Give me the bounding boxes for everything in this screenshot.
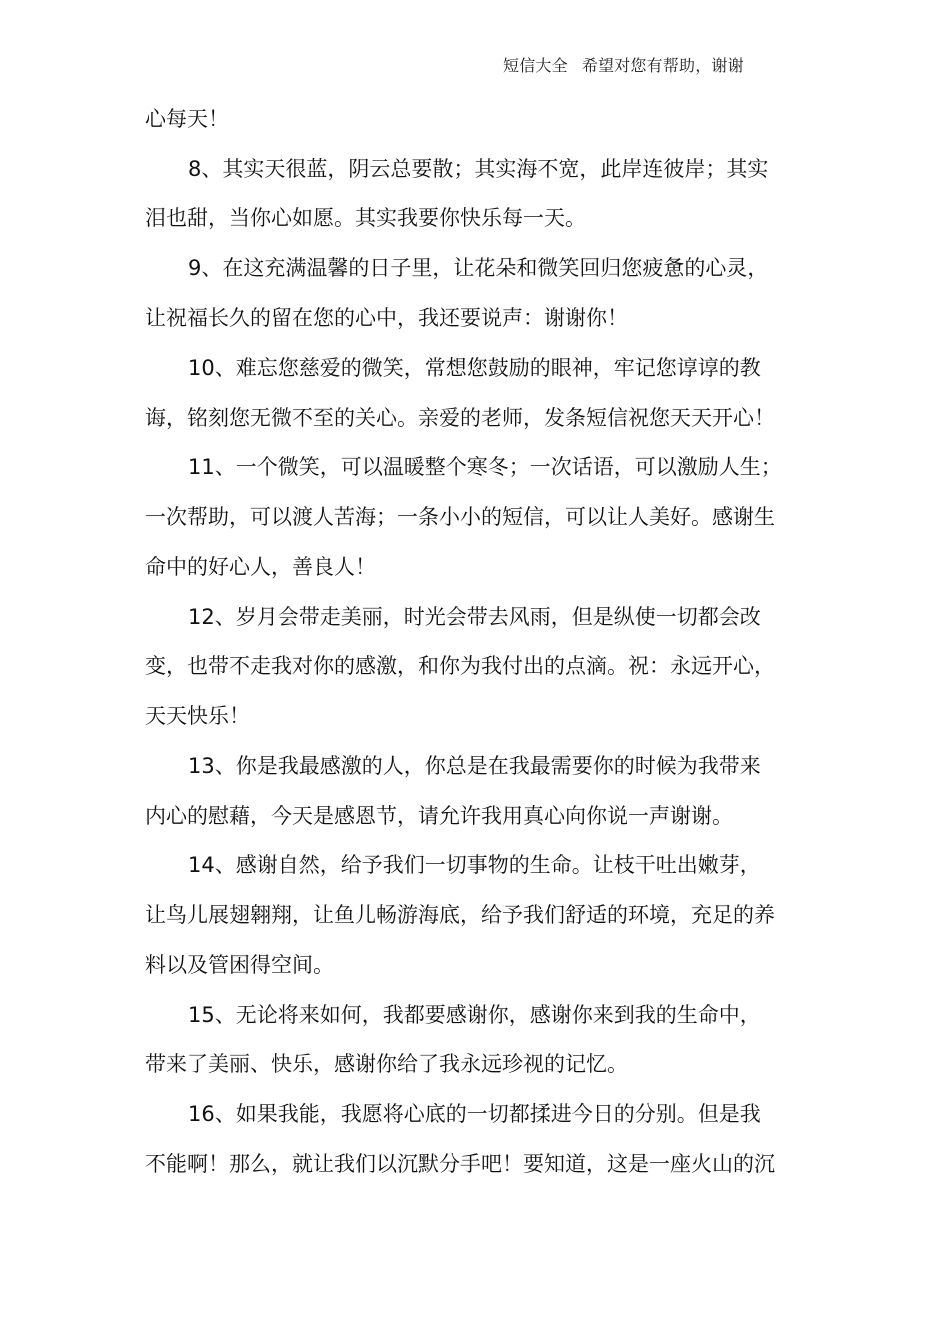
header-title: 短信大全 bbox=[503, 56, 568, 75]
text-line: 天天快乐！ bbox=[145, 704, 250, 728]
text-line: 带来了美丽、快乐，感谢你给了我永远珍视的记忆。 bbox=[145, 1052, 628, 1076]
text-line: 11、一个微笑，可以温暖整个寒冬；一次话语，可以激励人生； bbox=[188, 455, 782, 479]
text-line: 14、感谢自然，给予我们一切事物的生命。让枝干吐出嫩芽， bbox=[188, 853, 761, 877]
text-line: 8、其实天很蓝，阴云总要散；其实海不宽，此岸连彼岸；其实 bbox=[188, 157, 769, 181]
text-line: 让祝福长久的留在您的心中，我还要说声：谢谢你！ bbox=[145, 306, 628, 330]
text-line: 一次帮助，可以渡人苦海；一条小小的短信，可以让人美好。感谢生 bbox=[145, 505, 775, 529]
text-line: 心每天！ bbox=[145, 107, 229, 131]
text-line: 命中的好心人，善良人！ bbox=[145, 555, 376, 579]
text-line: 15、无论将来如何，我都要感谢你，感谢你来到我的生命中， bbox=[188, 1003, 761, 1027]
text-line: 不能啊！那么，就让我们以沉默分手吧！要知道，这是一座火山的沉 bbox=[145, 1152, 775, 1176]
text-line: 10、难忘您慈爱的微笑，常想您鼓励的眼神，牢记您谆谆的教 bbox=[188, 356, 761, 380]
text-line: 料以及管困得空间。 bbox=[145, 953, 334, 977]
text-line: 让鸟儿展翅翱翔，让鱼儿畅游海底，给予我们舒适的环境，充足的养 bbox=[145, 903, 775, 927]
text-line: 16、如果我能，我愿将心底的一切都揉进今日的分别。但是我 bbox=[188, 1102, 761, 1126]
text-line: 13、你是我最感激的人，你总是在我最需要你的时候为我带来 bbox=[188, 754, 761, 778]
text-line: 变，也带不走我对你的感激，和你为我付出的点滴。祝：永远开心， bbox=[145, 654, 775, 678]
text-line: 泪也甜，当你心如愿。其实我要你快乐每一天。 bbox=[145, 206, 586, 230]
text-line: 诲，铭刻您无微不至的关心。亲爱的老师，发条短信祝您天天开心！ bbox=[145, 406, 775, 430]
header-note: 希望对您有帮助，谢谢 bbox=[581, 56, 744, 75]
text-line: 12、岁月会带走美丽，时光会带去风雨，但是纵使一切都会改 bbox=[188, 605, 761, 629]
text-line: 内心的慰藉，今天是感恩节，请允许我用真心向你说一声谢谢。 bbox=[145, 804, 733, 828]
page-header bbox=[503, 55, 744, 77]
text-line: 9、在这充满温馨的日子里，让花朵和微笑回归您疲惫的心灵， bbox=[188, 256, 769, 280]
